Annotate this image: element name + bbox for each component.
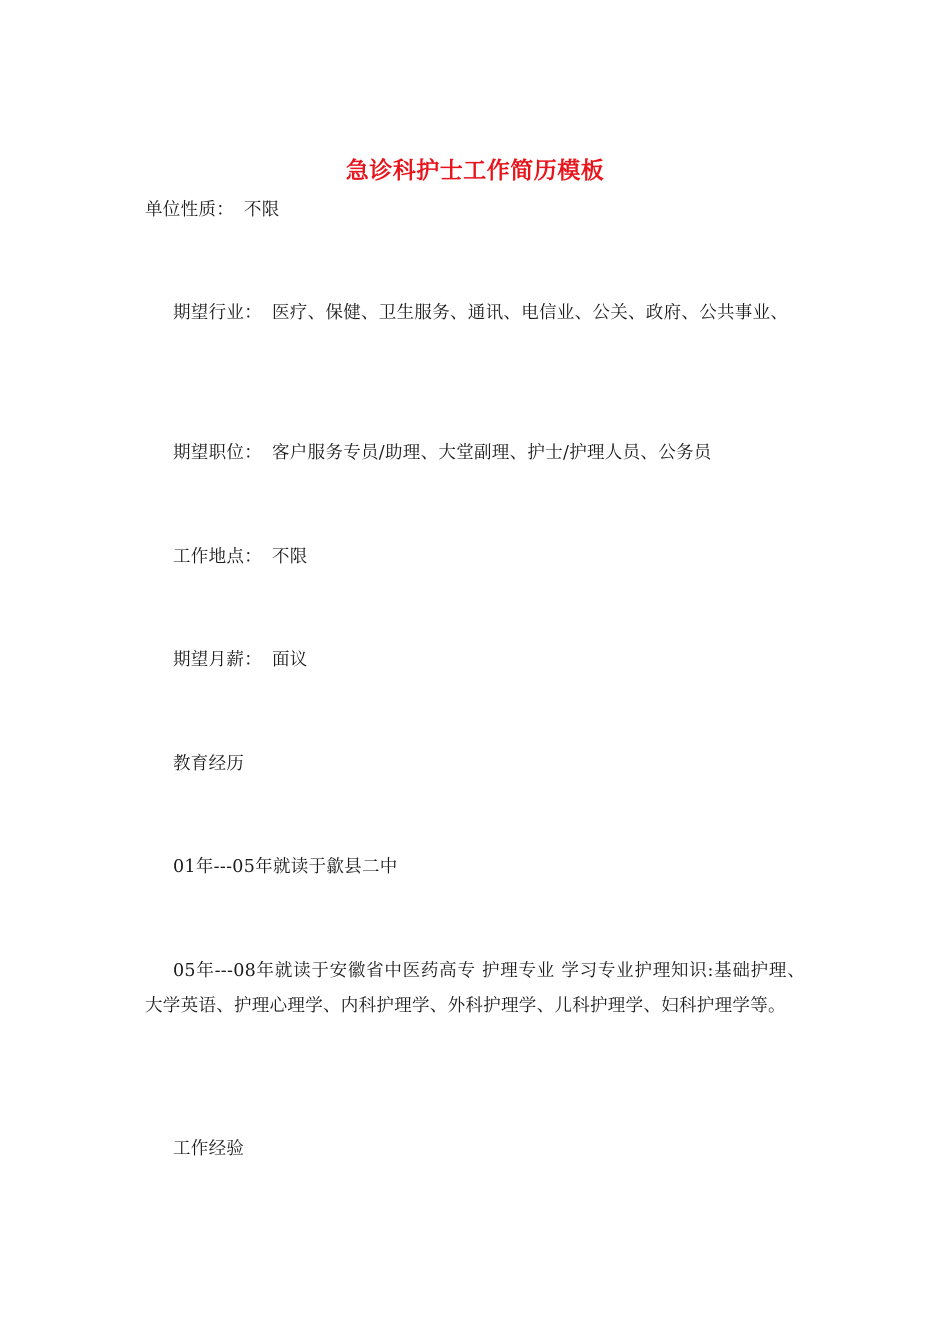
unit-nature-value: 不限 (244, 200, 280, 220)
unit-nature-label: 单位性质： (145, 200, 234, 220)
position-value: 客户服务专员/助理、大堂副理、护士/护理人员、公务员 (272, 443, 712, 463)
unit-nature-line (145, 193, 805, 228)
industry-label: 期望行业： (173, 303, 262, 323)
salary-line (145, 643, 805, 678)
location-value: 不限 (272, 547, 308, 567)
education-heading: 教育经历 (173, 754, 245, 774)
location-label: 工作地点： (173, 547, 262, 567)
industry-line (145, 296, 805, 331)
salary-label: 期望月薪： (173, 650, 262, 670)
document-title: 急诊科护士工作简历模板 (345, 157, 605, 184)
education-item: 05年---08年就读于安徽省中医药高专 护理专业 学习专业护理知识:基础护理、大学英语、护理心理学、内科护理学、外科护理学、儿科护理学、妇科护理学等。 (145, 961, 805, 1016)
work-heading: 工作经验 (173, 1139, 245, 1159)
location-line (145, 540, 805, 575)
salary-value: 面议 (272, 650, 308, 670)
education-item: 01年---05年就读于歙县二中 (173, 857, 398, 877)
position-label: 期望职位： (173, 443, 262, 463)
position-line (145, 436, 805, 471)
industry-value: 医疗、保健、卫生服务、通讯、电信业、公关、政府、公共事业、 (272, 303, 789, 323)
